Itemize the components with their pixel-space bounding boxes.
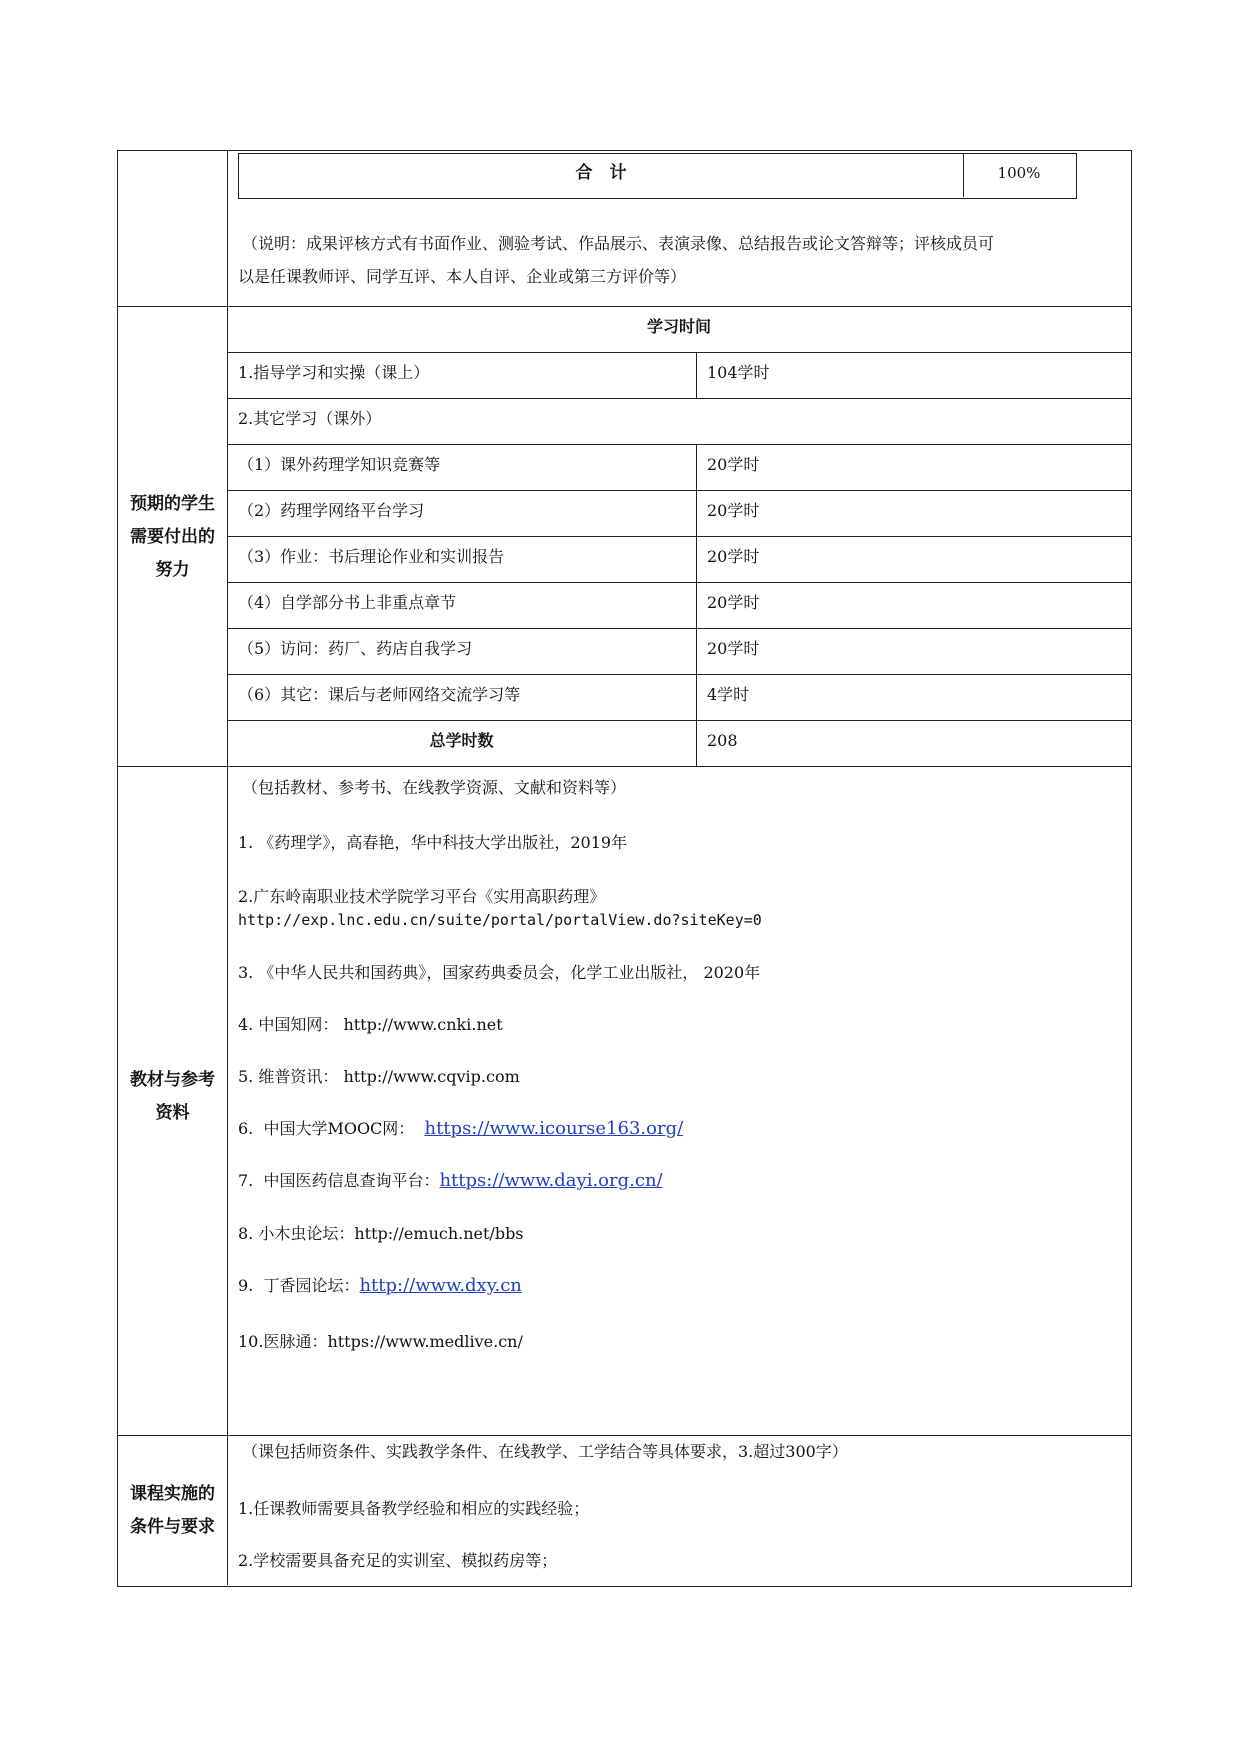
effort-label: 预期的学生需要付出的努力 — [130, 493, 215, 580]
reference-item: 3. 《中华人民共和国药典》，国家药典委员会，化学工业出版社， 2020年 — [238, 963, 761, 982]
icourse163-link[interactable]: https://www.icourse163.org/ — [424, 1118, 684, 1139]
effort-row2-label: 2.其它学习（课外） — [238, 409, 382, 428]
section-divider — [118, 306, 1131, 307]
reference-url: http://exp.lnc.edu.cn/suite/portal/portalView.do?siteKey=0 — [238, 911, 762, 929]
total-value: 100% — [997, 164, 1041, 182]
study-time-header: 学习时间 — [646, 317, 711, 336]
conditions-intro: （课包括师资条件、实践教学条件、在线教学、工学结合等具体要求，3.超过300字） — [242, 1442, 848, 1461]
effort-item-label: （5）访问：药厂、药店自我学习 — [238, 639, 473, 658]
section-divider — [118, 1435, 1131, 1436]
row-divider — [227, 398, 1131, 399]
row-divider — [227, 536, 1131, 537]
row-divider — [227, 490, 1131, 491]
dxy-link[interactable]: http://www.dxy.cn — [359, 1275, 522, 1296]
conditions-item: 1.任课教师需要具备教学经验和相应的实践经验； — [238, 1499, 590, 1518]
total-hours-label: 总学时数 — [429, 731, 494, 750]
row-divider — [227, 674, 1131, 675]
row-divider — [227, 444, 1131, 445]
effort-row1-value: 104学时 — [707, 363, 770, 382]
effort-item-value: 20学时 — [707, 501, 760, 520]
reference-item — [238, 1276, 522, 1296]
total-label: 合 计 — [575, 163, 627, 183]
effort-item-value: 20学时 — [707, 455, 760, 474]
reference-prefix: 9. 丁香园论坛： — [238, 1276, 360, 1295]
conditions-label: 课程实施的条件与要求 — [130, 1484, 215, 1537]
reference-prefix: 6. 中国大学MOOC网： — [238, 1119, 425, 1138]
assessment-note-line1: （说明：成果评核方式有书面作业、测验考试、作品展示、表演录像、总结报告或论文答辩等；评核成员可 — [242, 234, 995, 253]
effort-item-value: 4学时 — [707, 685, 750, 704]
effort-item-label: （6）其它：课后与老师网络交流学习等 — [238, 685, 521, 704]
effort-item-label: （2）药理学网络平台学习 — [238, 501, 425, 520]
reference-item: 2.广东岭南职业技术学院学习平台《实用高职药理》 — [238, 887, 606, 906]
reference-item: 4. 中国知网： http://www.cnki.net — [238, 1015, 503, 1034]
row-divider — [227, 720, 1131, 721]
row-divider — [227, 628, 1131, 629]
course-table — [117, 150, 1132, 1587]
dayi-link[interactable]: https://www.dayi.org.cn/ — [439, 1170, 663, 1191]
effort-item-value: 20学时 — [707, 547, 760, 566]
conditions-item: 2.学校需要具备充足的实训室、模拟药房等； — [238, 1551, 558, 1570]
section-divider — [118, 766, 1131, 767]
value-column-divider — [696, 444, 697, 767]
reference-item — [238, 1119, 683, 1139]
reference-item: 5. 维普资讯： http://www.cqvip.com — [238, 1067, 520, 1086]
reference-item: 8. 小木虫论坛：http://emuch.net/bbs — [238, 1224, 524, 1243]
reference-item — [238, 1171, 663, 1191]
reference-item: 1. 《药理学》，高春艳，华中科技大学出版社，2019年 — [238, 833, 628, 852]
materials-label: 教材与参考资料 — [130, 1070, 215, 1123]
materials-intro: （包括教材、参考书、在线教学资源、文献和资料等） — [242, 778, 627, 797]
total-row-box — [238, 153, 1077, 199]
effort-item-value: 20学时 — [707, 639, 760, 658]
row-divider — [227, 352, 1131, 353]
total-hours-value: 208 — [707, 731, 738, 750]
row-divider — [227, 582, 1131, 583]
assessment-note-line2: 以是任课教师评、同学互评、本人自评、企业或第三方评价等） — [238, 267, 687, 286]
reference-item: 10.医脉通：https://www.medlive.cn/ — [238, 1332, 523, 1351]
effort-item-label: （4）自学部分书上非重点章节 — [238, 593, 457, 612]
effort-item-label: （1）课外药理学知识竞赛等 — [238, 455, 441, 474]
label-column-divider — [227, 151, 228, 1585]
effort-item-label: （3）作业：书后理论作业和实训报告 — [238, 547, 505, 566]
value-column-divider — [696, 352, 697, 399]
reference-prefix: 7. 中国医药信息查询平台： — [238, 1171, 440, 1190]
effort-item-value: 20学时 — [707, 593, 760, 612]
effort-row1-label: 1.指导学习和实操（课上） — [238, 363, 430, 382]
